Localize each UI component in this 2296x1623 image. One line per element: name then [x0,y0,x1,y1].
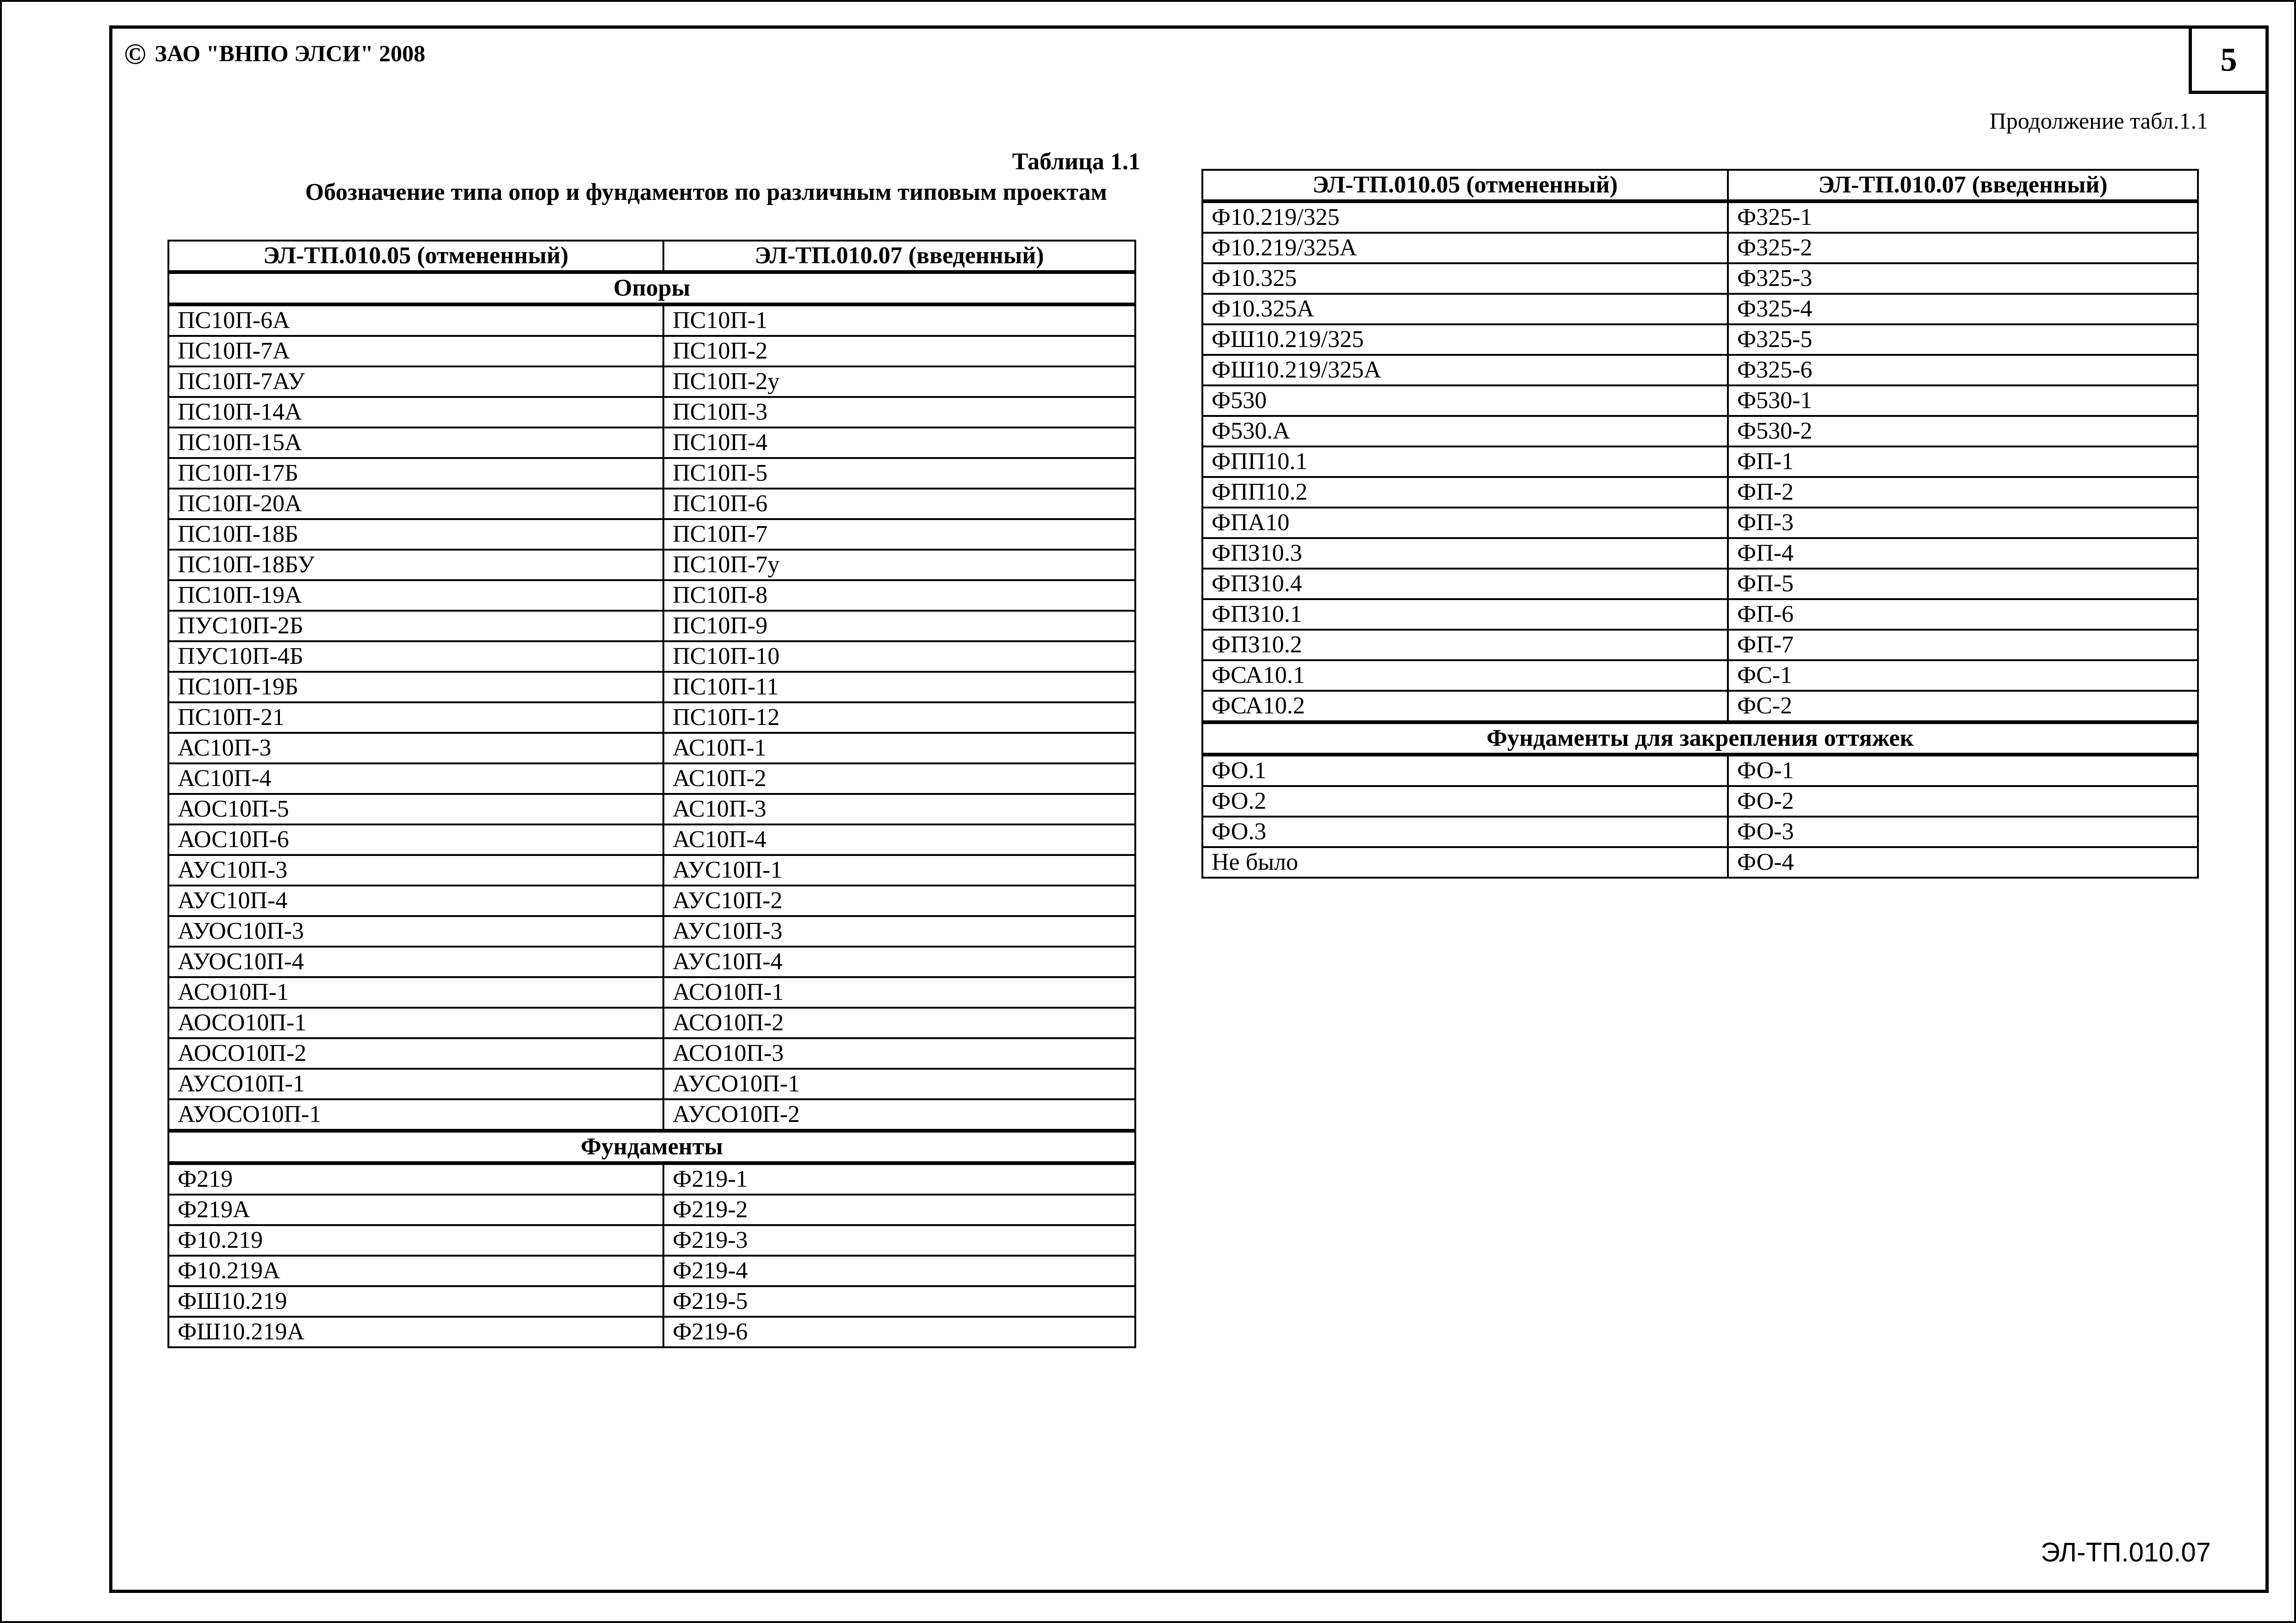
table-row [168,763,1135,794]
old-designation-cell: АУОС10П-3 [168,916,663,947]
table-row [168,1286,1135,1317]
new-designation-cell: АУСО10П-2 [663,1099,1135,1131]
table-row [168,366,1135,397]
old-designation-cell: АСО10П-1 [168,977,663,1008]
new-designation-cell: ФП-3 [1728,508,2198,538]
new-designation-cell: Ф219-1 [663,1163,1135,1195]
table-number: Таблица 1.1 [1012,149,1140,175]
new-designation-cell: Ф219-2 [663,1195,1135,1225]
table-row [168,458,1135,489]
section-header-row [1202,722,2198,755]
old-designation-cell: АОСО10П-1 [168,1008,663,1038]
table-row [168,580,1135,611]
table-row [1202,201,2198,233]
old-designation-cell: ФШ10.219А [168,1317,663,1347]
new-designation-cell: ПС10П-5 [663,458,1135,489]
table-row [168,733,1135,763]
old-designation-cell: Ф10.219/325А [1202,233,1728,263]
new-designation-cell: ФП-2 [1728,477,2198,508]
new-designation-cell: ПС10П-7 [663,519,1135,550]
table-row [168,489,1135,519]
old-designation-cell: ФО.1 [1202,755,1728,786]
new-designation-cell: АУСО10П-1 [663,1069,1135,1099]
old-designation-cell: ПУС10П-2Б [168,611,663,641]
old-designation-cell: АОСО10П-2 [168,1038,663,1069]
new-designation-cell: ПС10П-8 [663,580,1135,611]
old-designation-cell: ПС10П-7А [168,336,663,366]
new-designation-cell: Ф325-5 [1728,324,2198,355]
new-designation-cell: Ф325-6 [1728,355,2198,385]
table-header-row [1202,170,2198,201]
new-designation-cell: АСО10П-2 [663,1008,1135,1038]
new-designation-cell: Ф219-4 [663,1256,1135,1286]
old-designation-cell: АОС10П-6 [168,824,663,855]
old-designation-cell: ФШ10.219/325А [1202,355,1728,385]
new-designation-cell: ФО-4 [1728,847,2198,878]
old-designation-cell: ПС10П-18БУ [168,550,663,580]
old-designation-cell: ФПА10 [1202,508,1728,538]
section-header-row [168,1131,1135,1163]
new-designation-cell: ФП-7 [1728,630,2198,660]
old-designation-cell: ФПП10.2 [1202,477,1728,508]
new-designation-cell: ФС-2 [1728,691,2198,722]
old-designation-cell: ПС10П-20А [168,489,663,519]
new-designation-cell: ФП-1 [1728,446,2198,477]
table-row [1202,569,2198,599]
table-row [1202,847,2198,878]
new-designation-cell: ПС10П-1 [663,304,1135,336]
old-designation-cell: ФО.2 [1202,786,1728,817]
old-designation-cell: Ф530.А [1202,416,1728,446]
old-designation-cell: АУОСО10П-1 [168,1099,663,1131]
table-row [1202,508,2198,538]
table-row [168,611,1135,641]
new-designation-cell: АСО10П-3 [663,1038,1135,1069]
column-header-old: ЭЛ-ТП.010.05 (отмененный) [1202,170,1728,201]
table-row [168,1099,1135,1131]
old-designation-cell: Ф10.219А [168,1256,663,1286]
old-designation-cell: ПС10П-15А [168,427,663,458]
new-designation-cell: ФС-1 [1728,660,2198,691]
new-designation-cell: ФП-6 [1728,599,2198,630]
table-row [1202,630,2198,660]
left-designation-table [167,240,1136,1348]
new-designation-cell: ПС10П-4 [663,427,1135,458]
old-designation-cell: ПС10П-7АУ [168,366,663,397]
old-designation-cell: АУСО10П-1 [168,1069,663,1099]
table-row [168,336,1135,366]
new-designation-cell: ПС10П-9 [663,611,1135,641]
new-designation-cell: Ф530-1 [1728,385,2198,416]
table-row [1202,538,2198,569]
table-row [168,794,1135,824]
old-designation-cell: АОС10П-5 [168,794,663,824]
column-header-old: ЭЛ-ТП.010.05 (отмененный) [168,241,663,272]
table-row [1202,599,2198,630]
right-designation-table [1201,169,2199,879]
column-header-new: ЭЛ-ТП.010.07 (введенный) [663,241,1135,272]
new-designation-cell: Ф325-2 [1728,233,2198,263]
new-designation-cell: ФО-1 [1728,755,2198,786]
section-title: Фундаменты для закрепления оттяжек [1202,722,2198,755]
column-header-new: ЭЛ-ТП.010.07 (введенный) [1728,170,2198,201]
table-caption: Обозначение типа опор и фундаментов по различным типовым проектам [305,179,1107,205]
table-row [168,1038,1135,1069]
old-designation-cell: ФШ10.219 [168,1286,663,1317]
continuation-note: Продолжение табл.1.1 [1989,108,2208,134]
new-designation-cell: Ф219-6 [663,1317,1135,1347]
new-designation-cell: ПС10П-6 [663,489,1135,519]
new-designation-cell: ФО-2 [1728,786,2198,817]
new-designation-cell: ПС10П-10 [663,641,1135,672]
table-row [168,672,1135,702]
old-designation-cell: АУС10П-4 [168,886,663,916]
table-row [168,977,1135,1008]
page-number: 5 [2220,41,2237,78]
old-designation-cell: ПС10П-19Б [168,672,663,702]
old-designation-cell: ФО.3 [1202,817,1728,847]
old-designation-cell: ПС10П-19А [168,580,663,611]
old-designation-cell: АС10П-4 [168,763,663,794]
table-row [1202,817,2198,847]
document-code: ЭЛ-ТП.010.07 [2041,1537,2211,1567]
new-designation-cell: АСО10П-1 [663,977,1135,1008]
new-designation-cell: АУС10П-4 [663,947,1135,977]
old-designation-cell: ФПЗ10.1 [1202,599,1728,630]
new-designation-cell: ПС10П-11 [663,672,1135,702]
table-row [168,1163,1135,1195]
old-designation-cell: Не было [1202,847,1728,878]
old-designation-cell: ФСА10.1 [1202,660,1728,691]
new-designation-cell: ПС10П-3 [663,397,1135,427]
table-row [1202,446,2198,477]
right-table-body [1202,201,2198,878]
table-row [168,1317,1135,1347]
old-designation-cell: ФСА10.2 [1202,691,1728,722]
section-title: Фундаменты [168,1131,1135,1163]
new-designation-cell: АУС10П-2 [663,886,1135,916]
new-designation-cell: ПС10П-12 [663,702,1135,733]
old-designation-cell: ПС10П-6А [168,304,663,336]
old-designation-cell: Ф10.325А [1202,294,1728,324]
new-designation-cell: Ф325-4 [1728,294,2198,324]
table-row [168,641,1135,672]
new-designation-cell: АС10П-2 [663,763,1135,794]
table-row [1202,416,2198,446]
left-table-body [168,272,1135,1347]
new-designation-cell: Ф530-2 [1728,416,2198,446]
old-designation-cell: ПС10П-17Б [168,458,663,489]
page-number-box [2189,25,2269,94]
old-designation-cell: АУОС10П-4 [168,947,663,977]
table-row [1202,385,2198,416]
copyright-symbol: © [124,37,146,70]
table-row [168,1256,1135,1286]
old-designation-cell: ФПП10.1 [1202,446,1728,477]
table-row [168,855,1135,886]
table-row [168,1195,1135,1225]
new-designation-cell: АС10П-3 [663,794,1135,824]
table-row [168,702,1135,733]
old-designation-cell: ПС10П-14А [168,397,663,427]
table-row [168,1225,1135,1256]
old-designation-cell: Ф530 [1202,385,1728,416]
table-row [168,550,1135,580]
copyright-text: ЗАО "ВНПО ЭЛСИ" 2008 [155,40,426,66]
table-row [1202,324,2198,355]
new-designation-cell: АУС10П-1 [663,855,1135,886]
table-row [1202,233,2198,263]
old-designation-cell: АУС10П-3 [168,855,663,886]
new-designation-cell: ПС10П-2 [663,336,1135,366]
table-row [168,427,1135,458]
table-row [1202,263,2198,294]
table-header-row [168,241,1135,272]
table-row [1202,691,2198,722]
old-designation-cell: Ф219 [168,1163,663,1195]
new-designation-cell: Ф325-1 [1728,201,2198,233]
table-row [1202,355,2198,385]
table-row [168,947,1135,977]
old-designation-cell: ПС10П-18Б [168,519,663,550]
new-designation-cell: АУС10П-3 [663,916,1135,947]
old-designation-cell: ПУС10П-4Б [168,641,663,672]
copyright-line [124,37,425,71]
new-designation-cell: ПС10П-2у [663,366,1135,397]
section-title: Опоры [168,272,1135,304]
table-row [168,1069,1135,1099]
old-designation-cell: Ф10.325 [1202,263,1728,294]
new-designation-cell: ФП-5 [1728,569,2198,599]
new-designation-cell: ПС10П-7у [663,550,1135,580]
new-designation-cell: Ф219-3 [663,1225,1135,1256]
table-row [1202,294,2198,324]
table-row [1202,786,2198,817]
table-row [168,519,1135,550]
table-row [1202,755,2198,786]
table-row [168,824,1135,855]
old-designation-cell: АС10П-3 [168,733,663,763]
old-designation-cell: Ф10.219/325 [1202,201,1728,233]
table-row [168,916,1135,947]
new-designation-cell: АС10П-4 [663,824,1135,855]
new-designation-cell: ФО-3 [1728,817,2198,847]
table-row [168,1008,1135,1038]
old-designation-cell: ФПЗ10.2 [1202,630,1728,660]
table-row [1202,660,2198,691]
new-designation-cell: Ф325-3 [1728,263,2198,294]
old-designation-cell: ФШ10.219/325 [1202,324,1728,355]
old-designation-cell: Ф219А [168,1195,663,1225]
old-designation-cell: ФПЗ10.4 [1202,569,1728,599]
new-designation-cell: ФП-4 [1728,538,2198,569]
new-designation-cell: АС10П-1 [663,733,1135,763]
table-row [168,304,1135,336]
old-designation-cell: ПС10П-21 [168,702,663,733]
section-header-row [168,272,1135,304]
old-designation-cell: Ф10.219 [168,1225,663,1256]
new-designation-cell: Ф219-5 [663,1286,1135,1317]
table-row [168,397,1135,427]
table-row [168,886,1135,916]
table-row [1202,477,2198,508]
old-designation-cell: ФПЗ10.3 [1202,538,1728,569]
